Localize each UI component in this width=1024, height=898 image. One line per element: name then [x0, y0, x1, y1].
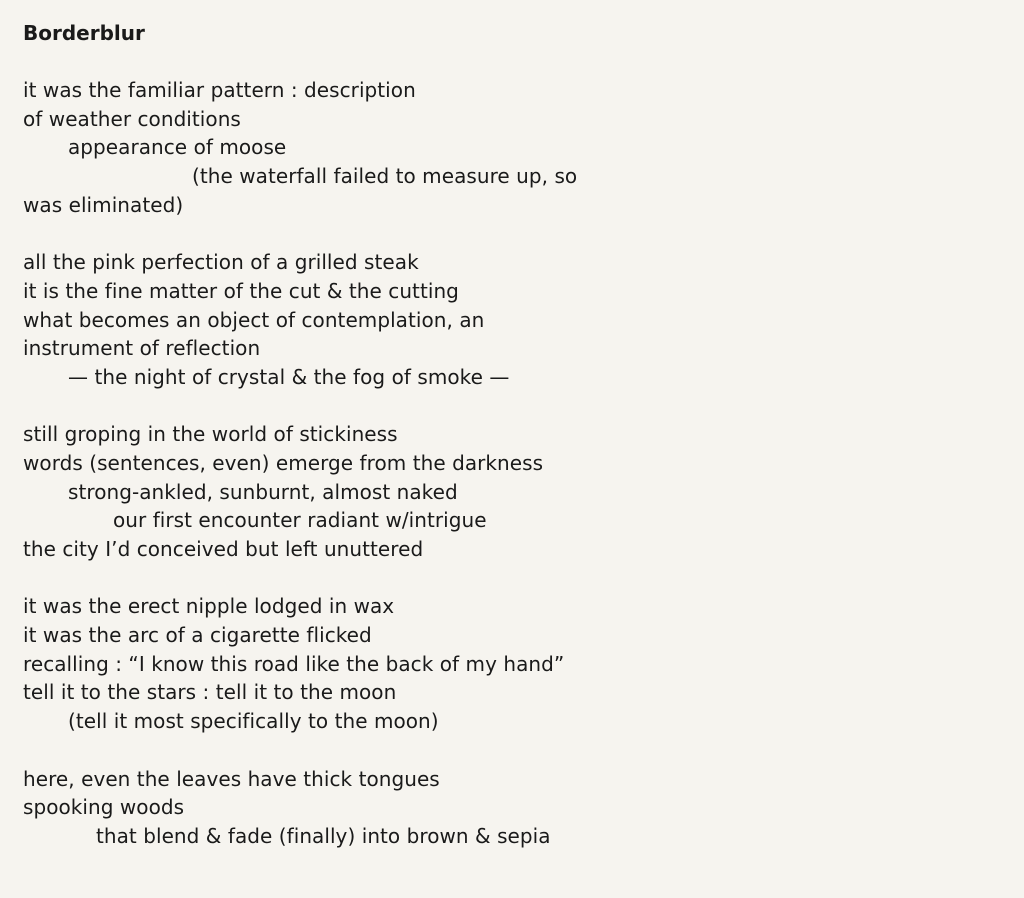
poem-title: Borderblur [23, 21, 145, 45]
poem-line: words (sentences, even) emerge from the darkness [23, 450, 544, 475]
poem-line: still groping in the world of stickiness [23, 422, 398, 447]
poem-line: that blend & fade (finally) into brown & sepia [96, 823, 551, 848]
poem-line: it is the fine matter of the cut & the cutting [23, 278, 459, 303]
poem-line: strong-ankled, sunburnt, almost naked [68, 479, 458, 504]
poem-line: appearance of moose [68, 135, 287, 160]
poem-line: (tell it most specifically to the moon) [68, 709, 439, 734]
poem-line: (the waterfall failed to measure up, so [192, 164, 578, 189]
poem-line: here, even the leaves have thick tongues [23, 766, 440, 791]
poem-line: it was the erect nipple lodged in wax [23, 594, 395, 619]
poem-line: tell it to the stars : tell it to the moon [23, 680, 397, 705]
poem-line: was eliminated) [23, 192, 184, 217]
stanza-1 [23, 76, 983, 219]
poem-line: the city I’d conceived but left unuttered [23, 537, 424, 561]
stanza-2 [23, 248, 983, 391]
poem-line: our first encounter radiant w/intrigue [113, 508, 487, 533]
stanza-5 [23, 765, 983, 851]
poem-body [23, 76, 983, 851]
stanza-3 [23, 420, 983, 563]
title-spacer [23, 47, 983, 76]
poem-line: what becomes an object of contemplation, an [23, 307, 485, 332]
poem-line: recalling : “I know this road like the back of my hand” [23, 651, 565, 676]
poem-line: it was the arc of a cigarette flicked [23, 623, 372, 648]
poem-line: of weather conditions [23, 106, 241, 131]
poem-line: instrument of reflection [23, 336, 261, 361]
stanza-4 [23, 592, 983, 735]
poem-line: it was the familiar pattern : description [23, 78, 416, 102]
poem-page [23, 19, 983, 851]
poem-line: all the pink perfection of a grilled steak [23, 250, 419, 275]
poem-line: spooking woods [23, 795, 185, 820]
poem-line: — the night of crystal & the fog of smoke — [68, 364, 510, 389]
